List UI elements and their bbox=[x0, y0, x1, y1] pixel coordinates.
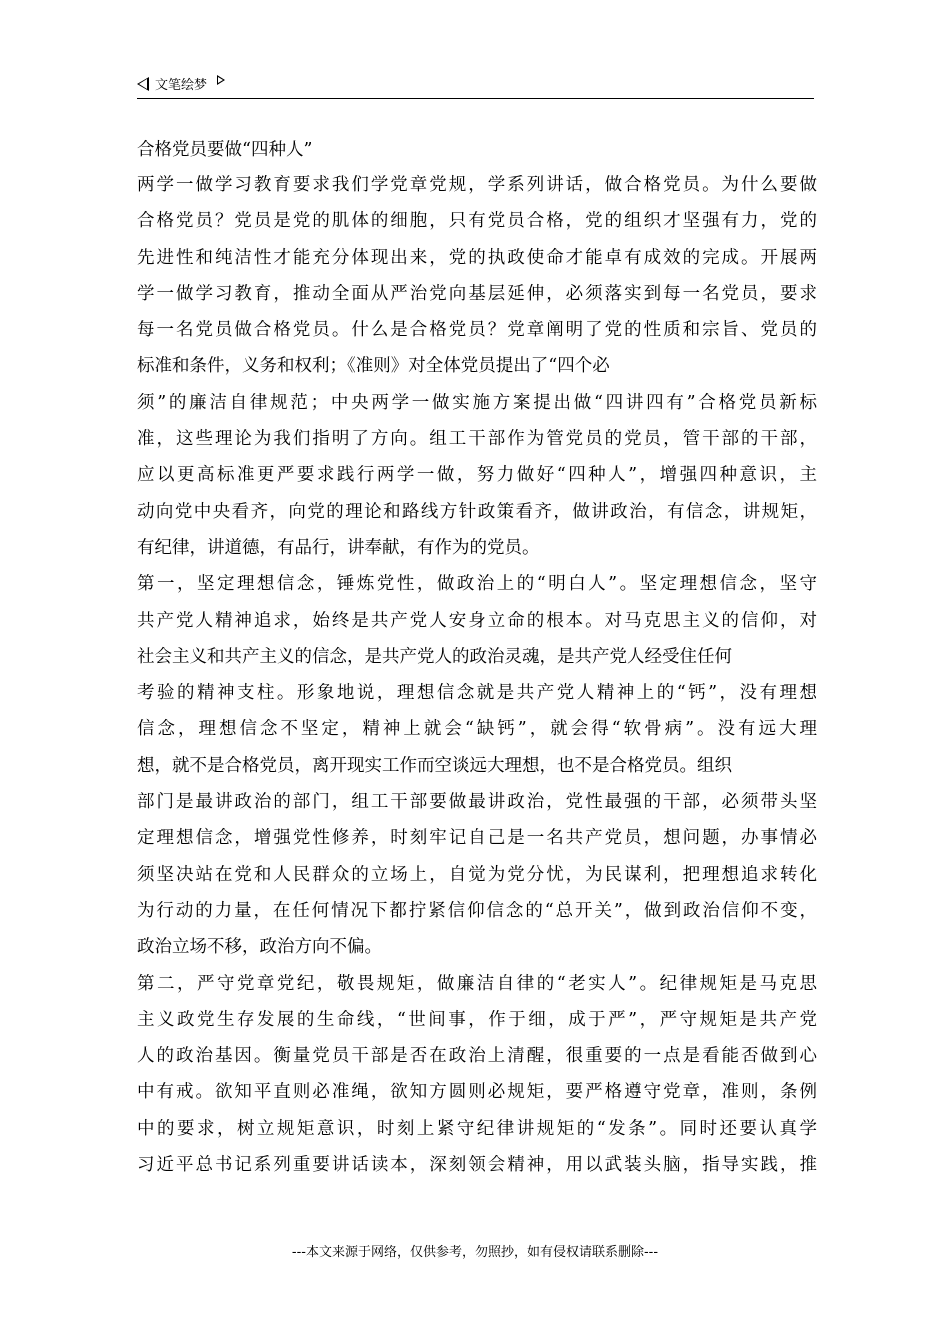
text-line: 须坚决站在党和人民群众的立场上，自觉为党分忧，为民谋利，把理想追求转化 bbox=[137, 864, 817, 885]
text-line: 考验的精神支柱。形象地说，理想信念就是共产党人精神上的“钙”，没有理想 bbox=[137, 683, 817, 704]
text-line: 中的要求，树立规矩意识，时刻上紧守纪律讲规矩的“发条”。同时还要认真学 bbox=[137, 1118, 817, 1139]
text-line: 先进性和纯洁性才能充分体现出来，党的执政使命才能卓有成效的完成。开展两 bbox=[137, 247, 817, 268]
text-line: 第一，坚定理想信念，锤炼党性，做政治上的“明白人”。坚定理想信念，坚守 bbox=[137, 574, 817, 595]
text-line: 想，就不是合格党员，离开现实工作而空谈远大理想，也不是合格党员。组织 bbox=[137, 755, 732, 776]
text-line: 政治立场不移，政治方向不偏。 bbox=[137, 937, 382, 958]
text-line: 社会主义和共产主义的信念，是共产党人的政治灵魂，是共产党人经受住任何 bbox=[137, 646, 732, 667]
text-line: 中有戒。欲知平直则必准绳，欲知方圆则必规矩，要严格遵守党章，准则，条例 bbox=[137, 1082, 817, 1103]
document-body bbox=[137, 133, 817, 1183]
text-line: 应以更高标准更严要求践行两学一做，努力做好“四种人”，增强四种意识，主 bbox=[137, 465, 817, 486]
triangle-left-icon bbox=[137, 77, 149, 91]
text-line: 须”的廉洁自律规范；中央两学一做实施方案提出做“四讲四有”合格党员新标 bbox=[137, 392, 817, 413]
triangle-right-icon bbox=[217, 75, 225, 85]
page-footer: ---本文来源于网络，仅供参考，勿照抄，如有侵权请联系删除--- bbox=[291, 1245, 659, 1260]
text-line: 有纪律，讲道德，有品行，讲奉献，有作为的党员。 bbox=[137, 537, 540, 558]
text-line: 动向党中央看齐，向党的理论和路线方针政策看齐，做讲政治，有信念，讲规矩， bbox=[137, 501, 817, 522]
text-line: 合格党员？党员是党的肌体的细胞，只有党员合格，党的组织才坚强有力，党的 bbox=[137, 211, 817, 232]
text-line: 共产党人精神追求，始终是共产党人安身立命的根本。对马克思主义的信仰，对 bbox=[137, 610, 817, 631]
text-line: 部门是最讲政治的部门，组工干部要做最讲政治，党性最强的干部，必须带头坚 bbox=[137, 792, 817, 813]
text-line: 两学一做学习教育要求我们学党章党规，学系列讲话，做合格党员。为什么要做 bbox=[137, 175, 817, 195]
text-line: 为行动的力量，在任何情况下都拧紧信仰信念的“总开关”，做到政治信仰不变， bbox=[137, 900, 817, 921]
text-line: 标准和条件，义务和权利；《准则》对全体党员提出了“四个必 bbox=[137, 356, 610, 377]
text-line: 习近平总书记系列重要讲话读本，深刻领会精神，用以武装头脑，指导实践，推 bbox=[137, 1155, 817, 1176]
text-line: 第二，严守党章党纪，敬畏规矩，做廉洁自律的“老实人”。纪律规矩是马克思 bbox=[137, 973, 817, 994]
text-line: 每一名党员做合格党员。什么是合格党员？党章阐明了党的性质和宗旨、党员的 bbox=[137, 320, 817, 341]
text-line: 准，这些理论为我们指明了方向。组工干部作为管党员的党员，管干部的干部， bbox=[137, 429, 817, 450]
text-line: 主义政党生存发展的生命线，“世间事，作于细，成于严”，严守规矩是共产党 bbox=[137, 1009, 817, 1030]
text-line: 定理想信念，增强党性修养，时刻牢记自己是一名共产党员，想问题，办事情必 bbox=[137, 828, 817, 849]
text-line: 信念，理想信念不坚定，精神上就会“缺钙”，就会得“软骨病”。没有远大理 bbox=[137, 719, 817, 740]
header-brand-group bbox=[137, 74, 225, 93]
document-title: 合格党员要做“四种人” bbox=[137, 140, 313, 160]
text-line: 人的政治基因。衡量党员干部是否在政治上清醒，很重要的一点是看能否做到心 bbox=[137, 1046, 817, 1067]
header-brand: 文笔绘梦 bbox=[155, 78, 208, 93]
text-line: 学一做学习教育，推动全面从严治党向基层延伸，必须落实到每一名党员，要求 bbox=[137, 283, 817, 304]
page-header bbox=[137, 70, 814, 99]
